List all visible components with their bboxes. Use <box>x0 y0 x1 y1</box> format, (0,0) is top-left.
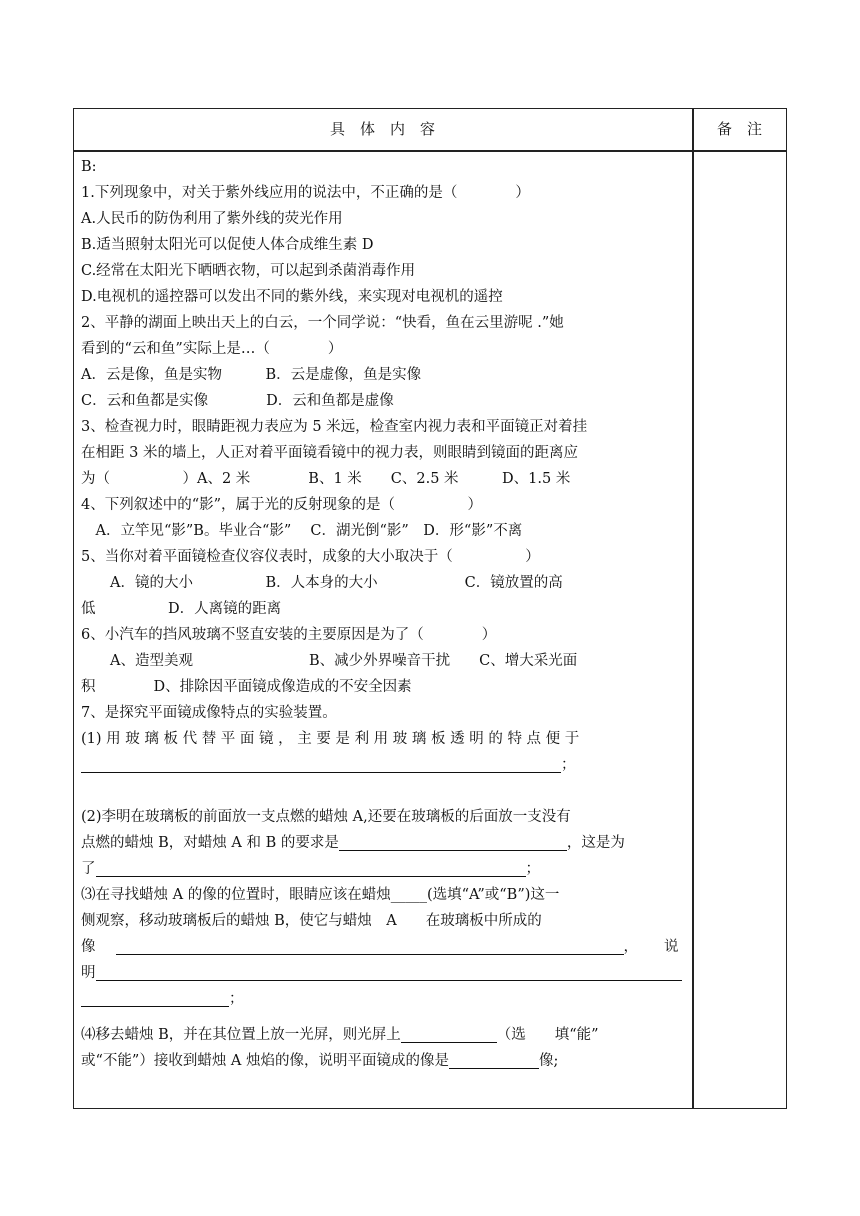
q7-part4-line1: ⑷移去蜡烛 B，并在其位置上放一光屏，则光屏上 （选 填“能” <box>81 1027 599 1043</box>
q2-options-cd: C．云和鱼都是实像 D．云和鱼都是虚像 <box>81 393 394 409</box>
answer-blank[interactable] <box>401 1025 497 1043</box>
q1-option-b: B.适当照射太阳光可以促使人体合成维生素 D <box>81 237 374 253</box>
answer-blank[interactable] <box>449 1051 539 1069</box>
answer-blank[interactable] <box>96 859 526 877</box>
question-content <box>81 154 685 1074</box>
q4-stem: 4、下列叙述中的“影”，属于光的反射现象的是（ ） <box>81 497 483 513</box>
q2-stem-1: 2、平静的湖面上映出天上的白云，一个同学说：“快看，鱼在云里游呢 .”她 <box>81 315 564 331</box>
q7-part3-line2: 侧观察，移动玻璃板后的蜡烛 B，使它与蜡烛 A 在玻璃板中所成的 <box>81 913 542 929</box>
q1-option-d: D.电视机的遥控器可以发出不同的紫外线，来实现对电视机的遥控 <box>81 289 503 305</box>
answer-blank[interactable] <box>81 989 229 1007</box>
answer-blank[interactable] <box>339 833 567 851</box>
q5-stem: 5、当你对着平面镜检查仪容仪表时，成象的大小取决于（ ） <box>81 549 540 565</box>
q3-options: 为（ ）A、2 米 B、1 米 C、2.5 米 D、1.5 米 <box>81 471 571 487</box>
answer-blank[interactable] <box>116 937 624 955</box>
header-divider <box>73 150 787 152</box>
q4-options: A．立竿见“影”B。毕业合“影” C．湖光倒“影” D．形“影”不离 <box>81 523 523 539</box>
q3-stem-1: 3、检查视力时，眼睛距视力表应为 5 米远，检查室内视力表和平面镜正对着挂 <box>81 419 588 435</box>
answer-blank[interactable] <box>96 963 682 981</box>
q7-part2-line1: (2)李明在玻璃板的前面放一支点燃的蜡烛 A,还要在玻璃板的后面放一支没有 <box>81 809 571 825</box>
q1-option-c: C.经常在太阳光下晒晒衣物，可以起到杀菌消毒作用 <box>81 263 416 279</box>
q7-part3-line4: 明 <box>81 960 685 986</box>
header-remarks: 备 注 <box>716 120 762 138</box>
q7-part2-line2: 点燃的蜡烛 B，对蜡烛 A 和 B 的要求是 ，这是为 <box>81 835 625 851</box>
q7-part3-line5: ； <box>81 986 685 1012</box>
q6-options-2: 积 D、排除因平面镜成像造成的不安全因素 <box>81 679 412 695</box>
q6-stem: 6、小汽车的挡风玻璃不竖直安装的主要原因是为了（ ） <box>81 627 497 643</box>
spacer <box>81 778 685 804</box>
q2-stem-2: 看到的“云和鱼”实际上是…（ ） <box>81 341 343 357</box>
q3-stem-2: 在相距 3 米的墙上，人正对着平面镜看镜中的视力表，则眼睛到镜面的距离应 <box>81 445 578 461</box>
q7-part4-line2: 或“不能”）接收到蜡烛 A 烛焰的像，说明平面镜成的像是 像; <box>81 1053 559 1069</box>
q2-options-ab: A．云是像，鱼是实物 B．云是虚像，鱼是实像 <box>81 367 422 383</box>
q7-part3-line3: 像 ， 说 <box>81 939 679 955</box>
q1-stem: 1.下列现象中，对关于紫外线应用的说法中，不正确的是（ ） <box>81 185 530 201</box>
q7-part3-line1: ⑶在寻找蜡烛 A 的像的位置时，眼睛应该在蜡烛_____(选填“A”或“B”)这一 <box>81 887 560 903</box>
spacer <box>81 1012 685 1022</box>
q5-options-1: A．镜的大小 B．人本身的大小 C．镜放置的高 <box>81 575 563 591</box>
q7-stem: 7、是探究平面镜成像特点的实验装置。 <box>81 705 337 721</box>
section-label: B: <box>81 159 97 175</box>
column-divider <box>692 108 694 1109</box>
header-content: 具 体 内 容 <box>329 120 435 138</box>
q7-part2-line3: 了 ； <box>81 861 540 877</box>
q1-option-a: A.人民币的防伪利用了紫外线的荧光作用 <box>81 211 343 227</box>
answer-blank[interactable] <box>81 755 561 773</box>
q7-part1-blank-line: ； <box>81 752 685 778</box>
q5-options-2: 低 D．人离镜的距离 <box>81 601 282 617</box>
q6-options-1: A、造型美观 B、减少外界噪音干扰 C、增大采光面 <box>81 653 578 669</box>
q7-part1: (1) 用 玻 璃 板 代 替 平 面 镜 ， 主 要 是 利 用 玻 璃 板 透 明 的 特 点 便 于 <box>81 731 580 747</box>
